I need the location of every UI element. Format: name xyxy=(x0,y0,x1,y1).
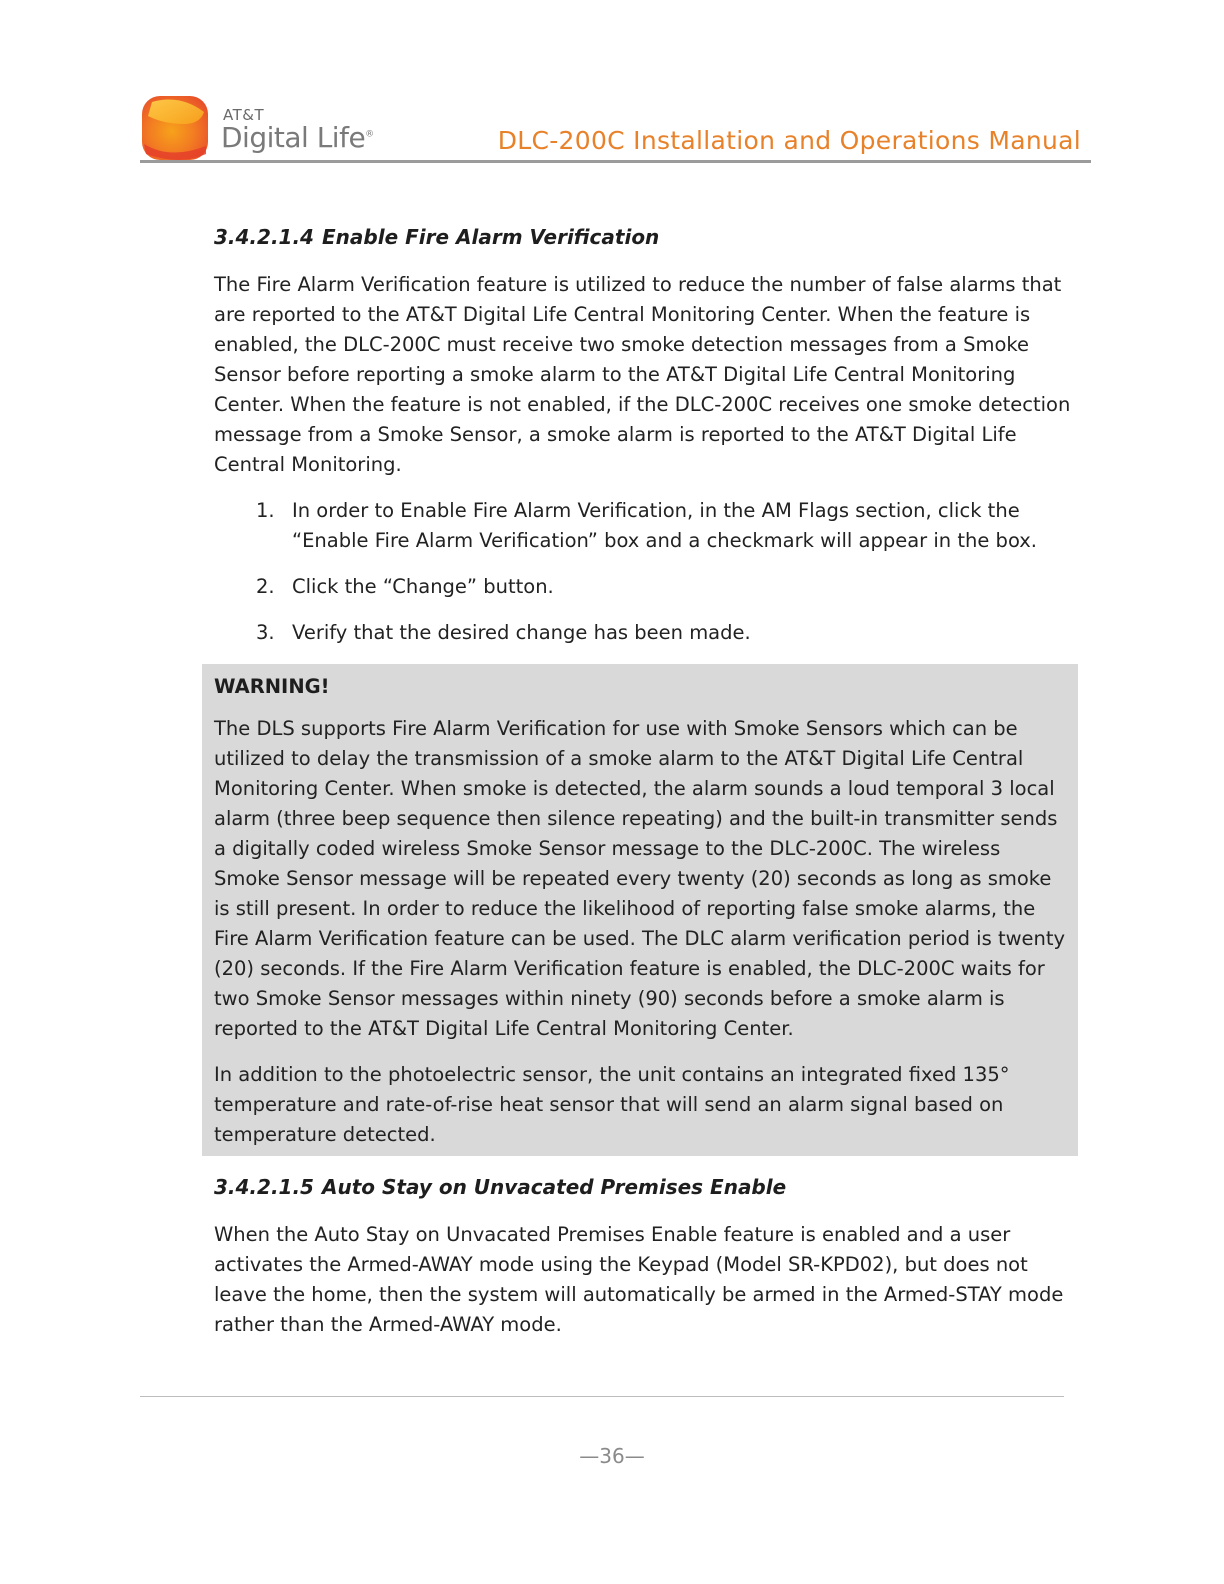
registered-mark: ® xyxy=(365,129,374,140)
att-digital-life-logo xyxy=(140,92,380,162)
logo-product-name: Digital Life xyxy=(221,121,366,154)
section-number: 3.4.2.1.5 xyxy=(214,1175,314,1199)
section-title: Enable Fire Alarm Verification xyxy=(322,225,660,249)
page-content xyxy=(214,222,1074,1356)
step-item xyxy=(214,572,1074,602)
section-intro-paragraph: The Fire Alarm Verification feature is utilized to reduce the number of false alarms that are reported to the AT&T Digital Life Central Monitoring Center. When the feature is enabled, the DLC-200C must receive two smoke detection messages from a Smoke Sensor before reporting a smoke alarm to the AT&T Digital Life Central Monitoring Center. When the feature is not enabled, if the DLC-200C receives one smoke detection message from a Smoke Sensor, a smoke alarm is reported to the AT&T Digital Life Central Monitoring. xyxy=(214,273,1071,476)
section-number: 3.4.2.1.4 xyxy=(214,225,314,249)
warning-paragraph-1: The DLS supports Fire Alarm Verification for use with Smoke Sensors which can be utilized to delay the transmission of a smoke alarm to the AT&T Digital Life Central Monitoring Center. When smoke is detected, the alarm sounds a loud temporal 3 local alarm (three beep sequence then silence repeating) and the built-in transmitter sends a digitally coded wireless Smoke Sensor message to the DLC-200C. The wireless Smoke Sensor message will be repeated every twenty (20) seconds as long as smoke is still present. In order to reduce the likelihood of reporting false smoke alarms, the Fire Alarm Verification feature can be used. The DLC alarm verification period is twenty (20) seconds. If the Fire Alarm Verification feature is enabled, the DLC-200C waits for two Smoke Sensor messages within ninety (90) seconds before a smoke alarm is reported to the AT&T Digital Life Central Monitoring Center. xyxy=(214,717,1066,1040)
step-text: Click the “Change” button. xyxy=(292,575,554,598)
section-heading-fire-alarm-verification xyxy=(214,222,1074,252)
procedure-steps xyxy=(214,496,1074,648)
step-text: In order to Enable Fire Alarm Verification, in the AM Flags section, click the “Enable Fire Alarm Verification” box and a checkmark will appear in the box. xyxy=(292,499,1038,552)
logo-product-text xyxy=(221,121,374,154)
logo-brand-text: AT&T xyxy=(223,106,265,124)
document-title: DLC-200C Installation and Operations Manual xyxy=(497,126,1081,155)
step-number: 3. xyxy=(256,621,275,644)
section-body-paragraph: When the Auto Stay on Unvacated Premises Enable feature is enabled and a user activates the Armed-AWAY mode using the Keypad (Model SR-KPD02), but does not leave the home, then the system will automatically be armed in the Armed-STAY mode rather than the Armed-AWAY mode. xyxy=(214,1223,1064,1336)
page-header xyxy=(140,92,1091,164)
step-item xyxy=(214,496,1074,556)
step-text: Verify that the desired change has been made. xyxy=(292,621,751,644)
step-number: 2. xyxy=(256,575,275,598)
section-title: Auto Stay on Unvacated Premises Enable xyxy=(322,1175,787,1199)
warning-callout xyxy=(202,664,1078,1156)
page-number: —36— xyxy=(579,1444,645,1468)
globe-logo-icon xyxy=(140,94,210,162)
warning-title: WARNING! xyxy=(214,675,330,698)
section-heading-auto-stay xyxy=(214,1172,1074,1202)
header-divider xyxy=(140,160,1091,163)
footer-divider xyxy=(140,1396,1064,1397)
warning-paragraph-2: In addition to the photoelectric sensor, the unit contains an integrated fixed 135° temperature and rate-of-rise heat sensor that will send an alarm signal based on temperature detected. xyxy=(214,1063,1010,1146)
step-number: 1. xyxy=(256,499,275,522)
step-item xyxy=(214,618,1074,648)
